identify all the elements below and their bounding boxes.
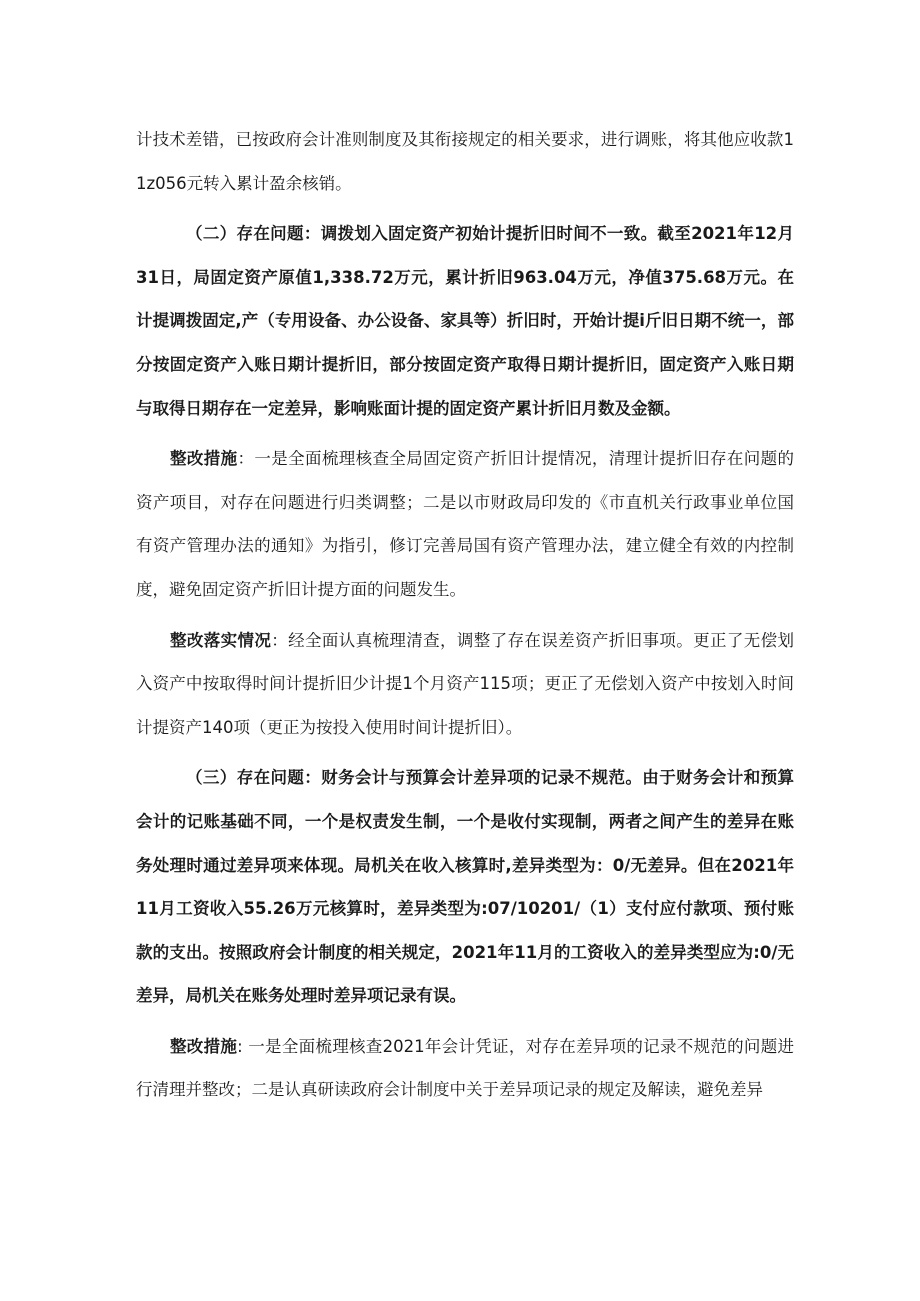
rectification-measures-text: ：一是全面梳理核查全局固定资产折旧计提情况，清理计提折旧存在问题的资产项目，对存在问题进行归类调整；二是以市财政局印发的《市直机关行政事业单位国有资产管理办法的通知》为指引，修订完善局国有资产管理办法，建立健全有效的内控制度，避免固定资产折旧计提方面的问题发生。 [136,449,794,599]
paragraph-continuation: 计技术差错，已按政府会计准则制度及其衔接规定的相关要求，进行调账，将其他应收款11z056元转入累计盈余核销。 [136,130,794,193]
rectification-measures-label: 整改措施 [170,449,238,469]
rectification-measures-text: : 一是全面梳理核查2021年会计凭证，对存在差异项的记录不规范的问题进行清理并整改；二是认真研读政府会计制度中关于差异项记录的规定及解读，避免差异 [136,1036,795,1100]
paragraph-rectification-measures-three [136,1025,794,1112]
paragraph-issue-three: （三）存在问题：财务会计与预算会计差异项的记录不规范。由于财务会计和预算会计的记账基础不同，一个是权责发生制，一个是收付实现制，两者之间产生的差异在账务处理时通过差异项来体现。局机关在收入核算时,差异类型为：0/无差异。但在2021年11月工资收入55.26万元核算时，差异类型为:07/10201/（1）支付应付款项、预付账款的支出。按照政府会计制度的相关规定，2021年11月的工资收入的差异类型应为:0/无差异，局机关在账务处理时差异项记录有误。 [136,768,794,1006]
rectification-measures-label: 整改措施 [170,1036,238,1056]
implementation-status-text: ：经全面认真梳理清查，调整了存在误差资产折旧事项。更正了无偿划入资产中按取得时间计提折旧少计提1个月资产115项；更正了无偿划入资产中按划入时间计提资产140项（更正为按投入使用时间计提折旧）。 [136,630,794,737]
implementation-status-label: 整改落实情况 [170,630,272,650]
paragraph-issue-two: （二）存在问题：调拨划入固定资产初始计提折旧时间不一致。截至2021年12月31日，局固定资产原值1,338.72万元，累计折旧963.04万元，净值375.68万元。在计提调拨固定,产（专用设备、办公设备、家具等）折旧时，开始计提i斤旧日期不统一，部分按固定资产入账日期计提折旧，部分按固定资产取得日期计提折旧，固定资产入账日期与取得日期存在一定差异，影响账面计提的固定资产累计折旧月数及金额。 [136,224,794,418]
paragraph-rectification-measures-two [136,437,794,611]
paragraph-implementation-status [136,619,794,750]
document-body [136,118,794,1119]
